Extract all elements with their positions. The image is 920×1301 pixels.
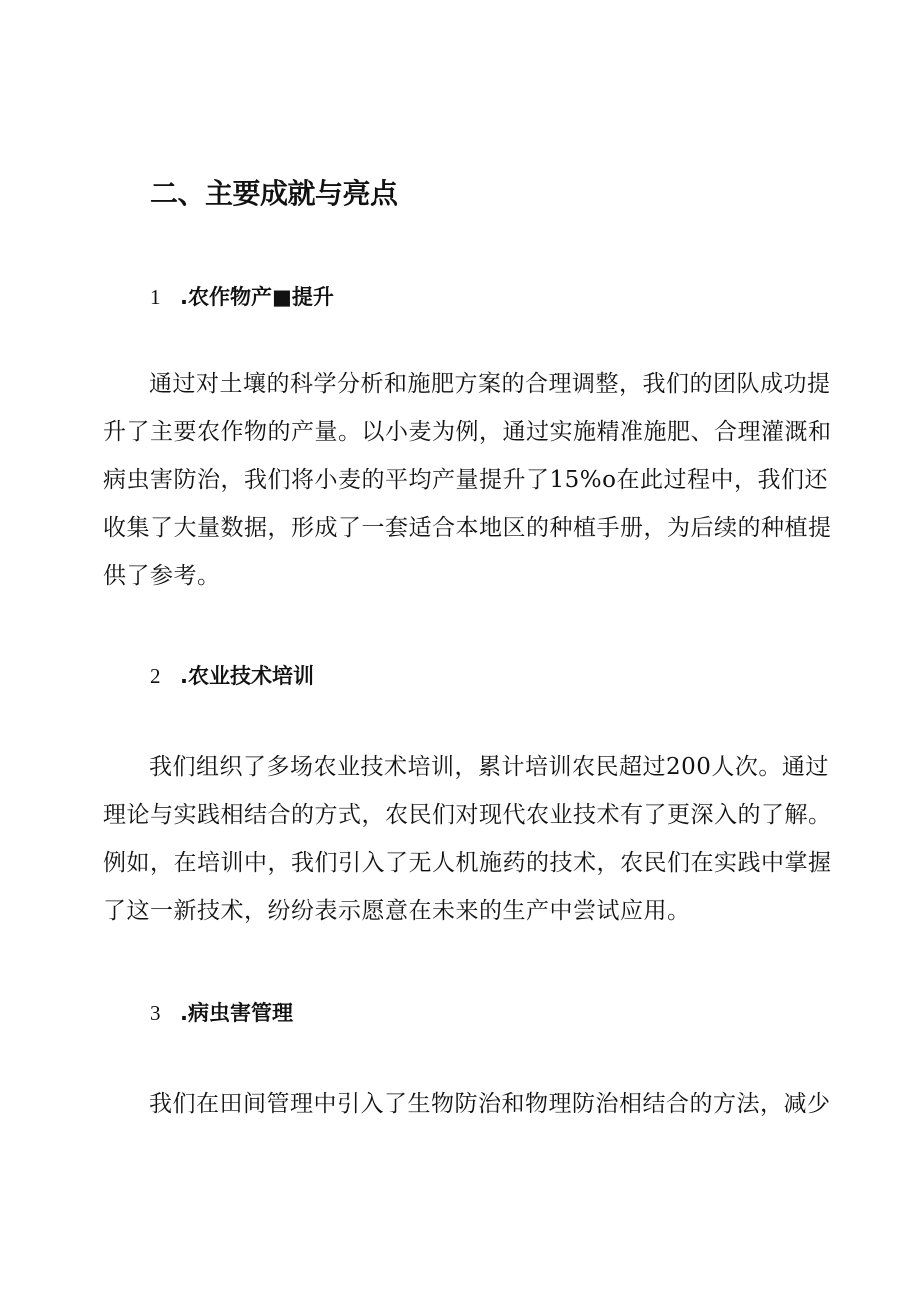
paragraph-line: 我们组织了多场农业技术培训，累计培训农民超过200人次。通过 [149, 754, 829, 780]
subsection-2-title: .农业技术培训 [180, 664, 314, 688]
paragraph-line: 升了主要农作物的产量。以小麦为例，通过实施精准施肥、合理灌溉和 [103, 419, 832, 445]
paragraph-line: 收集了大量数据，形成了一套适合本地区的种植手册，为后续的种植提 [103, 515, 832, 541]
subsection-3-title: .病虫害管理 [180, 1001, 293, 1025]
paragraph-line: 理论与实践相结合的方式，农民们对现代农业技术有了更深入的了解。 [103, 802, 832, 828]
subsection-2-number: 2 [150, 664, 161, 688]
paragraph-line: 我们在田间管理中引入了生物防治和物理防治相结合的方法，减少 [149, 1091, 831, 1117]
subsection-1-number: 1 [150, 285, 161, 309]
subsection-3-number: 3 [150, 1001, 161, 1025]
section-title: 二、主要成就与亮点 [150, 177, 398, 210]
subsection-1-paragraph [103, 360, 832, 600]
subsection-1-heading [150, 281, 334, 313]
subsection-2-heading [150, 660, 314, 692]
subsection-3-heading [150, 997, 293, 1029]
paragraph-line: 通过对土壤的科学分析和施肥方案的合理调整，我们的团队成功提 [149, 371, 831, 397]
subsection-2-paragraph [103, 743, 832, 935]
paragraph-line: 例如，在培训中，我们引入了无人机施药的技术，农民们在实践中掌握 [103, 850, 832, 876]
subsection-3-paragraph [103, 1080, 831, 1128]
subsection-1-title: .农作物产■提升 [180, 285, 334, 309]
paragraph-line: 了这一新技术，纷纷表示愿意在未来的生产中尝试应用。 [103, 898, 691, 924]
paragraph-line: 病虫害防治，我们将小麦的平均产量提升了15%o在此过程中，我们还 [103, 467, 828, 493]
paragraph-line: 供了参考。 [103, 563, 221, 589]
